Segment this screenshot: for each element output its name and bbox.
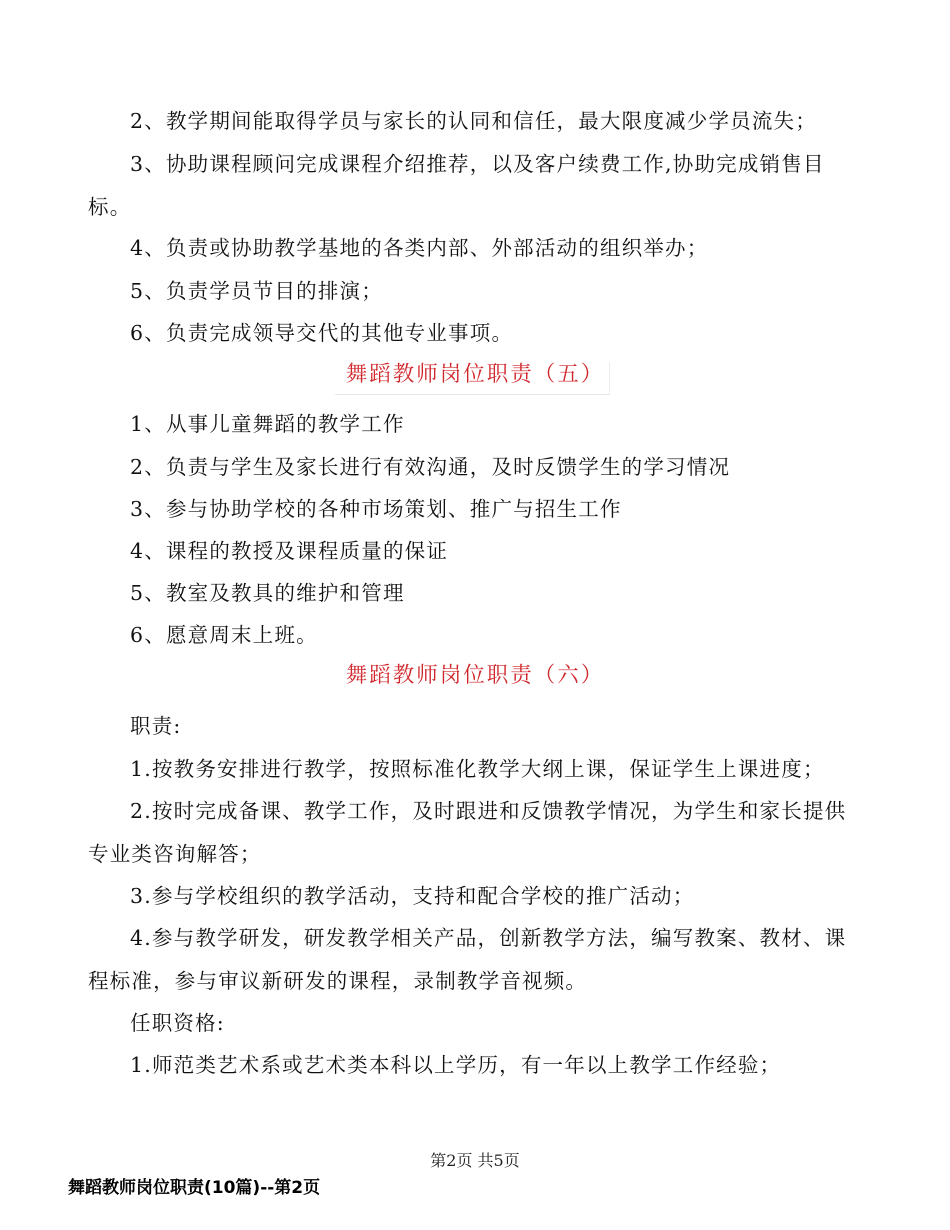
section5-item-3: 3、参与协助学校的各种市场策划、推广与招生工作 — [130, 497, 622, 521]
heading-divider — [335, 394, 610, 395]
section6-duty-4-line2: 程标准，参与审议新研发的课程，录制教学音视频。 — [88, 969, 588, 993]
section5-item-2: 2、负责与学生及家长进行有效沟通，及时反馈学生的学习情况 — [130, 455, 731, 479]
heading-edge-divider — [609, 362, 610, 395]
section6-duties-label: 职责: — [130, 714, 182, 738]
section6-duty-2-line1: 2.按时完成备课、教学工作，及时跟进和反馈教学情况，为学生和家长提供 — [130, 799, 847, 823]
section6-duty-1: 1.按教务安排进行教学，按照标准化教学大纲上课，保证学生上课进度； — [130, 757, 825, 781]
section6-duty-4-line1: 4.参与教学研发，研发教学相关产品，创新教学方法，编写教案、教材、课 — [130, 926, 847, 950]
document-footer-title: 舞蹈教师岗位职责(10篇)--第2页 — [68, 1178, 321, 1198]
section6-qualification-1: 1.师范类艺术系或艺术类本科以上学历，有一年以上教学工作经验； — [130, 1053, 782, 1077]
section4-item-3-line2: 标。 — [88, 195, 132, 219]
section5-heading: 舞蹈教师岗位职责（五） — [345, 362, 605, 387]
section4-item-3-line1: 3、协助课程顾问完成课程介绍推荐，以及客户续费工作,协助完成销售目 — [130, 152, 825, 176]
section5-item-5: 5、教室及教具的维护和管理 — [130, 581, 405, 605]
section5-item-4: 4、课程的教授及课程质量的保证 — [130, 539, 449, 563]
section6-duty-2-line2: 专业类咨询解答； — [88, 842, 262, 866]
section5-item-1: 1、从事儿童舞蹈的教学工作 — [130, 412, 405, 436]
section4-item-2: 2、教学期间能取得学员与家长的认同和信任，最大限度减少学员流失； — [130, 109, 817, 133]
section4-item-4: 4、负责或协助教学基地的各类内部、外部活动的组织举办； — [130, 236, 709, 260]
section6-qualifications-label: 任职资格: — [130, 1011, 225, 1035]
section4-item-5: 5、负责学员节目的排演； — [130, 279, 383, 303]
section4-item-6: 6、负责完成领导交代的其他专业事项。 — [130, 321, 514, 345]
section5-item-6: 6、愿意周末上班。 — [130, 623, 318, 647]
section6-heading: 舞蹈教师岗位职责（六） — [345, 663, 605, 688]
page-number: 第2页 共5页 — [430, 1151, 520, 1170]
section6-duty-3: 3.参与学校组织的教学活动，支持和配合学校的推广活动； — [130, 884, 695, 908]
